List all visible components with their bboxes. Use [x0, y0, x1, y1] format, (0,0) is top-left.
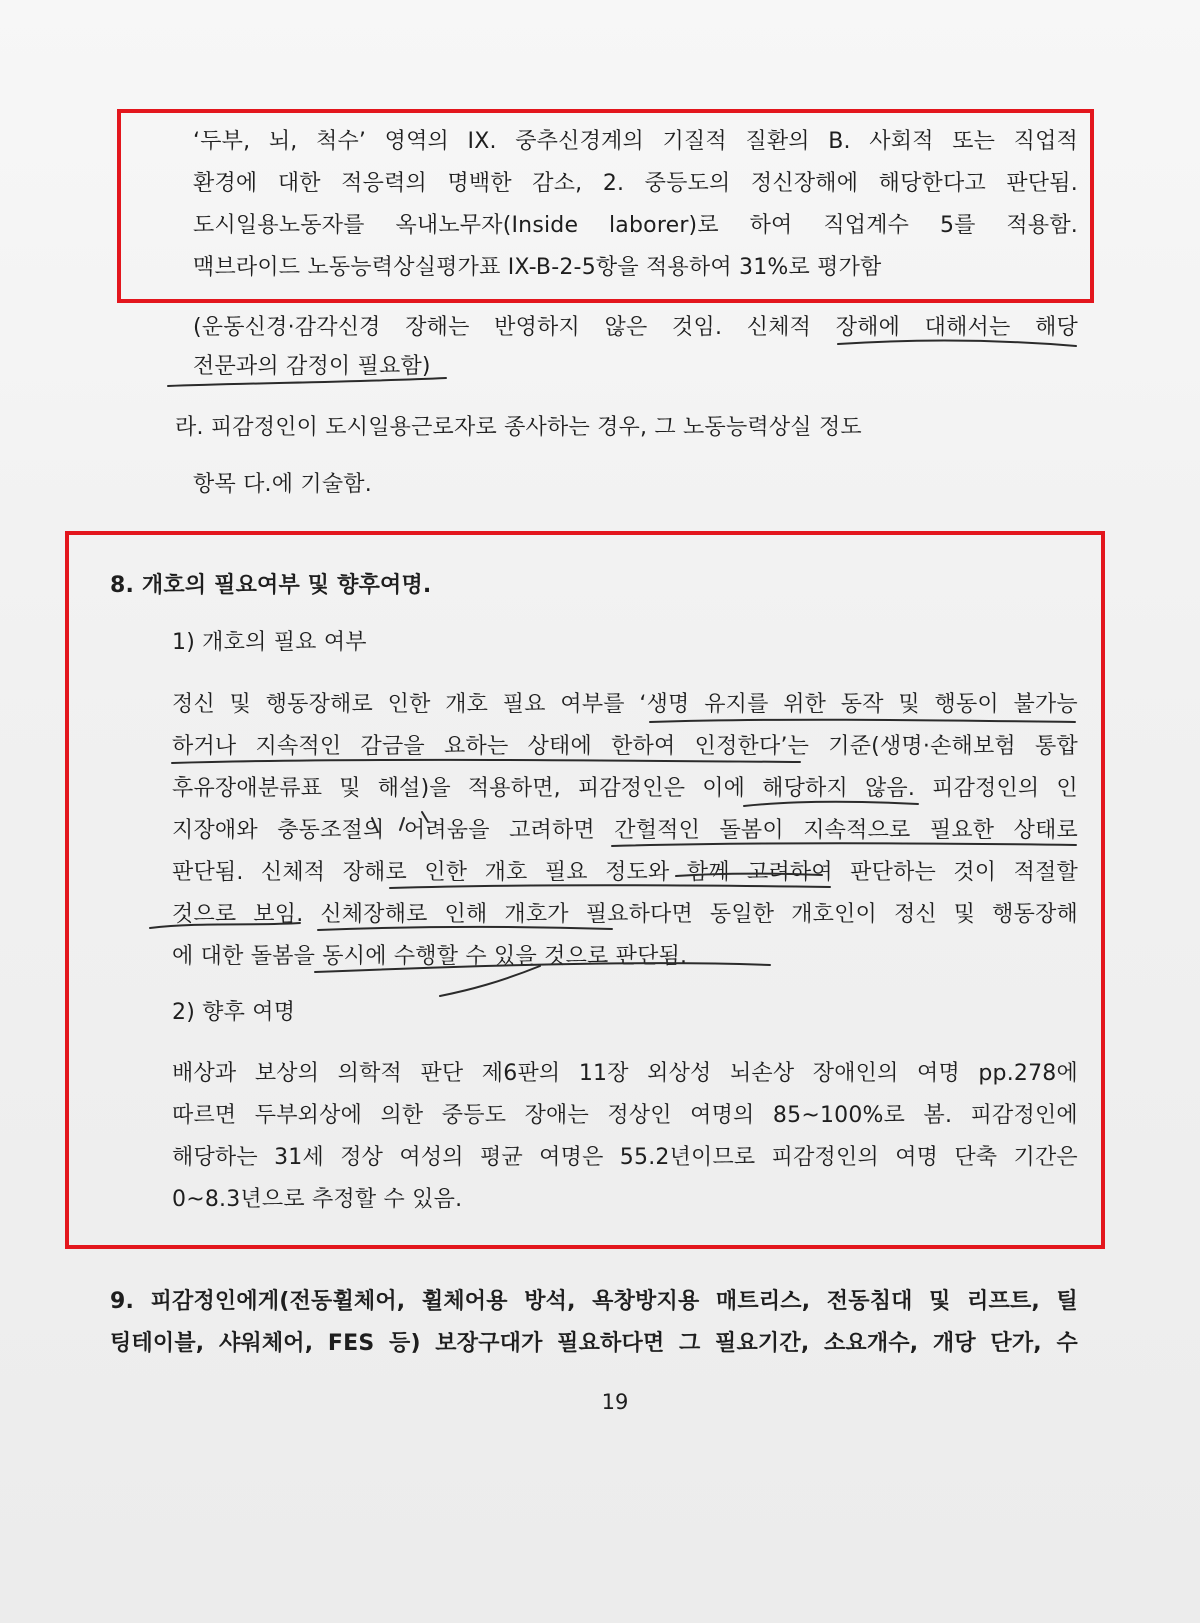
section-ra-line-1: 라. 피감정인이 도시일용근로자로 종사하는 경우, 그 노동능력상실 정도 — [175, 415, 862, 440]
page-number: 19 — [601, 1390, 629, 1414]
care-line-3: 후유장애분류표 및 해설)을 적용하면, 피감정인은 이에 해당하지 않음. 피감정인의 인 — [172, 776, 1078, 801]
life-line-3: 해당하는 31세 정상 여성의 평균 여명은 55.2년이므로 피감정인의 여명 단축 기간은 — [172, 1145, 1078, 1170]
rating-line-4: 맥브라이드 노동능력상실평가표 IX-B-2-5항을 적용하여 31%로 평가함 — [193, 255, 882, 280]
care-line-5: 판단됨. 신체적 장해로 인한 개호 필요 정도와 함께 고려하여 판단하는 것이 적절할 — [172, 860, 1078, 885]
note-line-1: (운동신경·감각신경 장해는 반영하지 않은 것임. 신체적 장해에 대해서는 해당 — [193, 315, 1078, 340]
rating-line-3: 도시일용노동자를 옥내노무자(Inside laborer)로 하여 직업계수 5를 적용함. — [193, 213, 1078, 238]
rating-line-2: 환경에 대한 적응력의 명백한 감소, 2. 중등도의 정신장해에 해당한다고 판단됨. — [193, 171, 1078, 196]
section-9-line-2: 팅테이블, 샤워체어, FES 등) 보장구대가 필요하다면 그 필요기간, 소요개수, 개당 단가, 수 — [110, 1331, 1078, 1356]
note-line-2: 전문과의 감정이 필요함) — [193, 354, 431, 379]
care-line-2: 하거나 지속적인 감금을 요하는 상태에 한하여 인정한다’는 기준(생명·손해보험 통합 — [172, 734, 1078, 759]
section-ra-line-2: 항목 다.에 기술함. — [193, 472, 372, 497]
care-line-1: 정신 및 행동장해로 인한 개호 필요 여부를 ‘생명 유지를 위한 동작 및 행동이 불가능 — [172, 692, 1078, 717]
care-line-7: 에 대한 돌봄을 동시에 수행할 수 있을 것으로 판단됨. — [172, 944, 688, 969]
rating-line-1: ‘두부, 뇌, 척수’ 영역의 IX. 중추신경계의 기질적 질환의 B. 사회적 또는 직업적 — [193, 129, 1078, 154]
life-line-2: 따르면 두부외상에 의한 중등도 장애는 정상인 여명의 85~100%로 봄. 피감정인에 — [172, 1103, 1078, 1128]
sub-1-title: 1) 개호의 필요 여부 — [172, 630, 367, 655]
section-8-heading: 8. 개호의 필요여부 및 향후여명. — [110, 573, 432, 598]
care-line-4: 지장애와 충동조절의 어려움을 고려하면 간헐적인 돌봄이 지속적으로 필요한 상태로 — [172, 818, 1078, 843]
sub-2-title: 2) 향후 여명 — [172, 1000, 296, 1025]
care-line-6: 것으로 보임. 신체장해로 인해 개호가 필요하다면 동일한 개호인이 정신 및 행동장해 — [172, 902, 1078, 927]
section-9-line-1: 9. 피감정인에게(전동휠체어, 휠체어용 방석, 욕창방지용 매트리스, 전동침대 및 리프트, 틸 — [110, 1289, 1078, 1314]
life-line-4: 0~8.3년으로 추정할 수 있음. — [172, 1187, 463, 1212]
life-line-1: 배상과 보상의 의학적 판단 제6판의 11장 외상성 뇌손상 장애인의 여명 pp.278에 — [172, 1061, 1078, 1086]
